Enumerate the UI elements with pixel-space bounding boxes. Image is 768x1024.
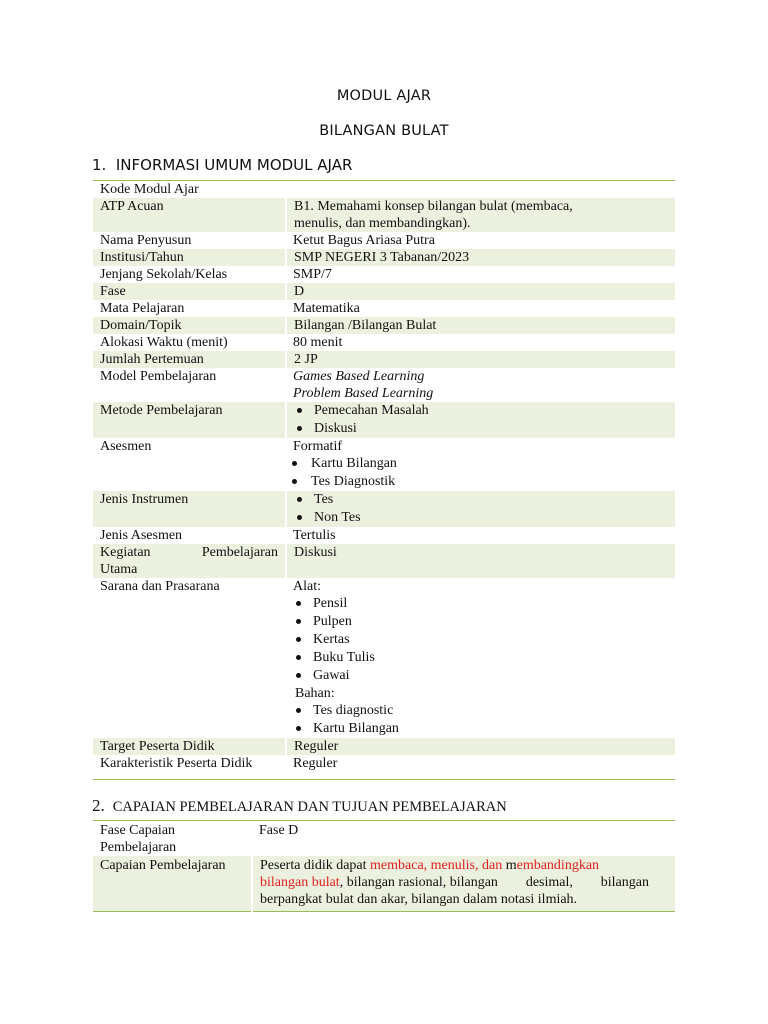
kegiatan-label-line xyxy=(100,544,278,561)
atp-value-line: menulis, dan membandingkan). xyxy=(294,216,471,231)
cp-text: m xyxy=(505,858,517,873)
asesmen-item: Tes Diagnostik xyxy=(289,473,668,491)
bahan-list xyxy=(293,702,668,738)
general-info-table xyxy=(93,180,675,780)
row-domain xyxy=(93,317,675,334)
fase-capaian-label-line: Pembelajaran xyxy=(100,840,177,855)
alat-item: Buku Tulis xyxy=(293,649,668,667)
asesmen-value xyxy=(286,438,675,491)
penyusun-value: Ketut Bagus Ariasa Putra xyxy=(293,233,435,248)
row-metode xyxy=(93,402,675,438)
kegiatan-value: Diskusi xyxy=(286,544,675,578)
kegiatan-word: Pembelajaran xyxy=(201,545,278,560)
alat-list xyxy=(293,595,668,685)
cp-text: , bilangan rasional, bilangan xyxy=(339,875,498,890)
row-model xyxy=(93,368,675,402)
cp-value xyxy=(252,856,675,912)
pertemuan-label: Jumlah Pertemuan xyxy=(93,351,286,368)
metode-label: Metode Pembelajaran xyxy=(93,402,286,438)
capaian-table xyxy=(93,820,675,912)
atp-label: ATP Acuan xyxy=(93,198,286,232)
bahan-item: Kartu Bilangan xyxy=(293,720,668,738)
bahan-item: Tes diagnostic xyxy=(293,702,668,720)
row-institusi xyxy=(93,249,675,266)
row-atp xyxy=(93,198,675,232)
section-1-number: 1. xyxy=(92,156,107,174)
asesmen-item: Kartu Bilangan xyxy=(289,455,668,473)
row-jenjang xyxy=(93,266,675,283)
asesmen-list xyxy=(293,455,668,491)
fase-label: Fase xyxy=(93,283,286,300)
asesmen-label: Asesmen xyxy=(100,439,152,454)
alat-item: Kertas xyxy=(293,631,668,649)
karakter-label: Karakteristik Peserta Didik xyxy=(100,756,253,771)
cp-highlight: bilangan bulat xyxy=(260,875,340,890)
kegiatan-label-line: Utama xyxy=(100,562,138,577)
module-title: MODUL AJAR xyxy=(336,88,432,104)
domain-value: Bilangan /Bilangan Bulat xyxy=(286,317,675,334)
institusi-value: SMP NEGERI 3 Tabanan/2023 xyxy=(286,249,675,266)
model-value xyxy=(286,368,675,402)
target-value: Reguler xyxy=(286,738,675,755)
instrumen-list xyxy=(294,491,668,527)
alat-item: Pensil xyxy=(293,595,668,613)
kode-value xyxy=(286,181,675,199)
jenis-asesmen-label: Jenis Asesmen xyxy=(100,528,183,543)
cp-line: berpangkat bulat dan akar, bilangan dalam notasi ilmiah. xyxy=(260,892,578,907)
model-item: Games Based Learning xyxy=(293,369,425,384)
alat-item: Pulpen xyxy=(293,613,668,631)
alokasi-label: Alokasi Waktu (menit) xyxy=(100,335,228,350)
cp-line xyxy=(260,857,649,874)
instrumen-value xyxy=(286,491,675,527)
row-karakter xyxy=(93,755,675,780)
section-2-number: 2. xyxy=(92,796,105,815)
metode-value xyxy=(286,402,675,438)
cp-label: Capaian Pembelajaran xyxy=(93,856,252,912)
fase-capaian-label-line: Fase Capaian xyxy=(100,823,176,838)
row-sarana xyxy=(93,578,675,738)
sarana-label: Sarana dan Prasarana xyxy=(100,579,220,594)
row-fase xyxy=(93,283,675,300)
fase-value: D xyxy=(286,283,675,300)
domain-label: Domain/Topik xyxy=(93,317,286,334)
instrumen-label: Jenis Instrumen xyxy=(93,491,286,527)
mapel-value: Matematika xyxy=(293,301,360,316)
row-capaian-pembelajaran xyxy=(93,856,675,912)
section-1-title: INFORMASI UMUM MODUL AJAR xyxy=(115,156,353,174)
metode-list xyxy=(294,402,668,438)
row-instrumen xyxy=(93,491,675,527)
sarana-value xyxy=(286,578,675,738)
model-label: Model Pembelajaran xyxy=(100,369,217,384)
row-mapel xyxy=(93,300,675,317)
row-penyusun xyxy=(93,232,675,249)
section-2-heading xyxy=(92,796,507,816)
institusi-label: Institusi/Tahun xyxy=(93,249,286,266)
row-alokasi xyxy=(93,334,675,351)
cp-highlight: membaca, menulis, dan xyxy=(370,858,506,873)
row-jenis-asesmen xyxy=(93,527,675,544)
metode-item: Diskusi xyxy=(294,420,668,438)
alat-head: Alat: xyxy=(293,579,321,594)
row-target xyxy=(93,738,675,755)
section-2-title: CAPAIAN PEMBELAJARAN DAN TUJUAN PEMBELAJARAN xyxy=(112,799,507,815)
atp-value-line: B1. Memahami konsep bilangan bulat (membaca, xyxy=(294,199,573,214)
row-asesmen xyxy=(93,438,675,491)
fase-capaian-value: Fase D xyxy=(259,823,299,838)
cp-text: desimal, xyxy=(525,875,573,890)
alat-item: Gawai xyxy=(293,667,668,685)
kegiatan-label xyxy=(93,544,286,578)
mapel-label: Mata Pelajaran xyxy=(100,301,185,316)
instrumen-item: Non Tes xyxy=(294,509,668,527)
fase-capaian-label xyxy=(93,821,252,857)
target-label: Target Peserta Didik xyxy=(93,738,286,755)
row-fase-capaian xyxy=(93,821,675,857)
atp-value xyxy=(286,198,675,232)
karakter-value: Reguler xyxy=(293,756,338,771)
model-item: Problem Based Learning xyxy=(293,386,434,401)
section-1-heading xyxy=(92,156,352,174)
alokasi-value: 80 menit xyxy=(293,335,343,350)
row-pertemuan xyxy=(93,351,675,368)
pertemuan-value: 2 JP xyxy=(286,351,675,368)
penyusun-label: Nama Penyusun xyxy=(100,233,192,248)
row-kode xyxy=(93,181,675,199)
kode-label: Kode Modul Ajar xyxy=(100,182,199,197)
row-kegiatan xyxy=(93,544,675,578)
cp-highlight: embandingkan xyxy=(516,858,600,873)
instrumen-item: Tes xyxy=(294,491,668,509)
jenis-asesmen-value: Tertulis xyxy=(293,528,336,543)
cp-text: Peserta didik dapat xyxy=(260,858,371,873)
jenjang-value: SMP/7 xyxy=(293,267,332,282)
asesmen-head: Formatif xyxy=(293,439,342,454)
cp-text: bilangan xyxy=(600,875,649,890)
kegiatan-word: Kegiatan xyxy=(100,545,151,560)
metode-item: Pemecahan Masalah xyxy=(294,402,668,420)
jenjang-label: Jenjang Sekolah/Kelas xyxy=(100,267,228,282)
topic-title: BILANGAN BULAT xyxy=(319,123,449,139)
bahan-head: Bahan: xyxy=(295,686,335,701)
cp-line xyxy=(260,874,649,891)
